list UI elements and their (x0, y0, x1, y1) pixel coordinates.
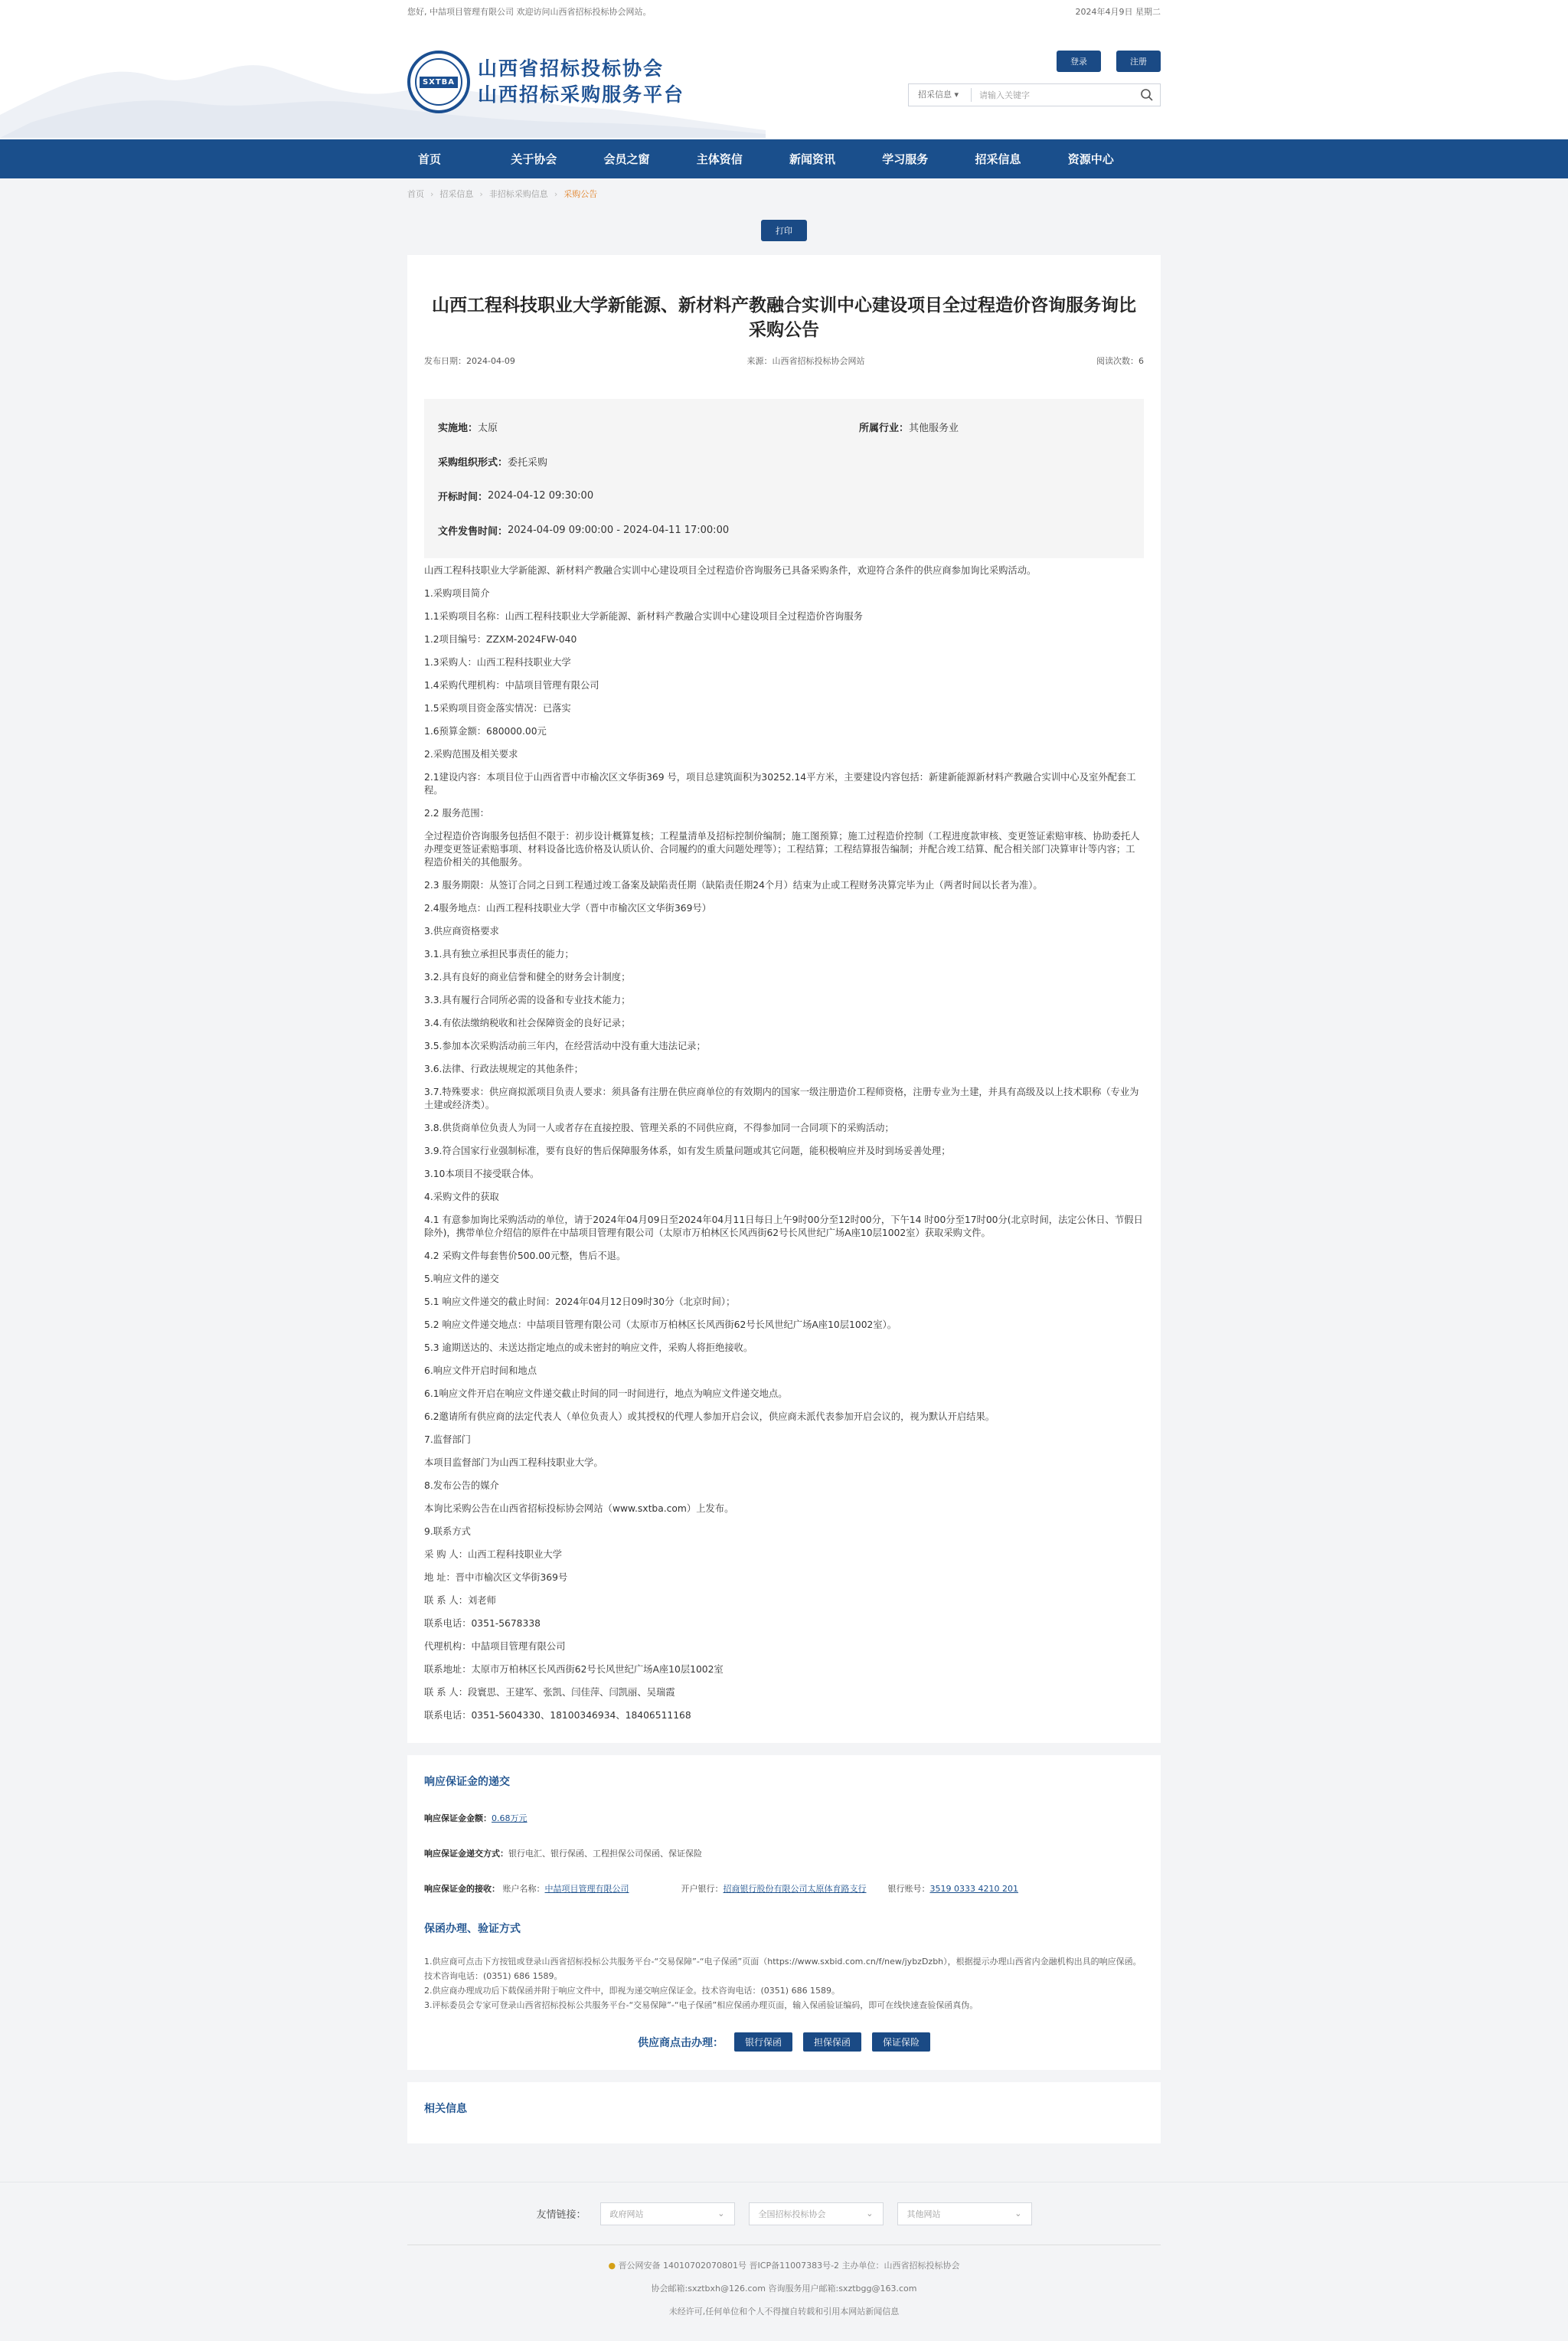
article-paragraph: 6.2邀请所有供应商的法定代表人（单位负责人）或其授权的代理人参加开启会议，供应商未派代表参加开启会议的，视为默认开启结果。 (424, 1411, 995, 1422)
deposit-section: 响应保证金的递交 响应保证金金额：0.68万元 响应保证金递交方式：银行电汇、银行保函、工程担保公司保函、保证保险 响应保证金的接收： 账户名称：中喆项目管理有限公司 开户银行：招商银行股份有限公司太原体育路支行 银行账号：3519 0333 4210 201 保函办理、验证方式 1.供应商可点击下方按钮或登录山西省招标投标公共服务平台-“交易保障”-“电子保函”页面（https://www.sxbid.com.cn/f/new/jybzDzbh），根据提示办理山西省内金融机构出具的响应保函。技术咨询电话：(0351) 686 1589。 2.供应商办理成功后下载保函并附于响应文件中，即视为递交响应保证金。技术咨询电话：(0351) 686 1589。 3.评标委员会专家可登录山西省招标投标公共服务平台-“交易保障”-“电子保函”相应保函办理页面，输入保函验证编码，即可在线快速查验保函真伪。 供应商点击办理： 银行保函 担保保函 保证保险 (407, 1755, 1161, 2070)
article-paragraph: 5.2 响应文件递交地点：中喆项目管理有限公司（太原市万柏林区长风西街62号长风世纪广场A座10层1002室）。 (424, 1319, 897, 1330)
surety-guarantee-button[interactable]: 担保保函 (803, 2032, 861, 2052)
article-paragraph: 采 购 人：山西工程科技职业大学 (424, 1549, 562, 1560)
search-category-select[interactable]: 招采信息 ▾ (909, 88, 972, 102)
footer-emails: 协会邮箱:sxztbxh@126.com 咨询服务用户邮箱:sxztbgg@163.com (651, 2284, 917, 2294)
register-button[interactable]: 注册 (1116, 51, 1161, 72)
breadcrumb-home[interactable]: 首页 (407, 189, 424, 199)
guarantee-line-3: 3.评标委员会专家可登录山西省招标投标公共服务平台-“交易保障”-“电子保函”相应保函办理页面，输入保函验证编码，即可在线快速查验保函真伪。 (424, 2000, 978, 2010)
guarantee-line-1: 1.供应商可点击下方按钮或登录山西省招标投标公共服务平台-“交易保障”-“电子保函”页面（https://www.sxbid.com.cn/f/new/jybzDzbh），根据提示办理山西省内金融机构出具的响应保函。技术咨询电话：(0351) 686 1589。 (424, 1957, 1142, 1981)
sale-period-value: 2024-04-09 09:00:00 - 2024-04-11 17:00:00 (508, 525, 730, 536)
account-name: 中喆项目管理有限公司 (544, 1884, 629, 1894)
related-section (407, 2082, 1161, 2143)
article-paragraph: 4.采购文件的获取 (424, 1192, 499, 1202)
nav-item-about[interactable]: 关于协会 (511, 152, 557, 166)
seal-abbr: SXTBA (420, 77, 458, 88)
print-button[interactable]: 打印 (761, 220, 807, 241)
article-paragraph: 6.1响应文件开启在响应文件递交截止时间的同一时间进行，地点为响应文件递交地点。 (424, 1388, 788, 1399)
article-paragraph: 3.9.符合国家行业强制标准，要有良好的售后保障服务体系，如有发生质量问题或其它问题，能积极响应并及时到场妥善处理； (424, 1146, 951, 1156)
article-paragraph: 3.10本项目不接受联合体。 (424, 1169, 540, 1179)
chevron-down-icon: ⌄ (1014, 2209, 1022, 2218)
article-paragraph: 6.响应文件开启时间和地点 (424, 1365, 537, 1376)
article-paragraph: 4.1 有意参加询比采购活动的单位，请于2024年04月09日至2024年04月11日每日上午9时00分至12时00分，下午14 时00分至17时00分(北京时间，法定公休日、节假日除外)，携带单位介绍信的原件在中喆项目管理有限公司（太原市万柏林区长风西街62号长风世纪广场A座10层1002室）获取采购文件。 (424, 1215, 1143, 1238)
chevron-down-icon: ⌄ (717, 2209, 725, 2218)
article-paragraph: 3.2.具有良好的商业信誉和健全的财务会计制度； (424, 972, 631, 983)
nav-item-procurement[interactable]: 招采信息 (975, 152, 1021, 166)
site-logo[interactable] (407, 51, 684, 113)
links-dropdown-other[interactable]: 其他网站 ⌄ (897, 2202, 1032, 2225)
article-card (407, 255, 1161, 1743)
article-paragraph: 联系地址：太原市万柏林区长风西街62号长风世纪广场A座10层1002室 (424, 1664, 724, 1675)
article-paragraph: 1.3采购人：山西工程科技职业大学 (424, 657, 571, 668)
links-dropdown-gov[interactable]: 政府网站 ⌄ (600, 2202, 735, 2225)
article-paragraph: 代理机构：中喆项目管理有限公司 (424, 1641, 566, 1652)
bank-guarantee-button[interactable]: 银行保函 (734, 2032, 792, 2052)
article-paragraph: 1.2项目编号：ZZXM-2024FW-040 (424, 634, 577, 645)
nav-item-members[interactable]: 会员之窗 (603, 152, 650, 166)
article-paragraph: 2.4服务地点：山西工程科技职业大学（晋中市榆次区文华街369号） (424, 903, 712, 914)
view-count: 阅读次数：6 (1096, 356, 1144, 366)
article-paragraph: 2.采购范围及相关要求 (424, 749, 518, 760)
search-bar (908, 83, 1161, 106)
footer-copyright: 未经许可,任何单位和个人不得擅自转载和引用本网站新闻信息 (668, 2307, 900, 2316)
footer-record: ● 晋公网安备 14010702070801号 晋ICP备11007383号-2 主办单位：山西省招标投标协会 (608, 2261, 960, 2271)
article-paragraph: 全过程造价咨询服务包括但不限于：初步设计概算复核；工程量清单及招标控制价编制；施工图预算；施工过程造价控制（工程进度款审核、变更签证索赔审核、协助委托人办理变更签证索赔事项、材料设备比选价格及认质认价、合同履约的重大问题处理等）；工程结算；工程结算报告编制；并配合竣工结算、配合相关部门决算审计等内容；工程造价相关的其他服务。 (424, 831, 1140, 868)
guarantee-title: 保函办理、验证方式 (424, 1923, 521, 1935)
nav-item-credit[interactable]: 主体资信 (696, 152, 743, 166)
search-input[interactable]: 请输入关键字 (979, 90, 1030, 100)
account-number: 3519 0333 4210 201 (929, 1884, 1018, 1894)
welcome-text: 您好, 中喆项目管理有限公司 欢迎访问山西省招标投标协会网站。 (407, 7, 652, 17)
article-paragraph: 1.4采购代理机构：中喆项目管理有限公司 (424, 680, 599, 691)
nav-item-news[interactable]: 新闻资讯 (789, 152, 836, 166)
breadcrumb-procurement[interactable]: 招采信息 (439, 189, 474, 199)
article-paragraph: 4.2 采购文件每套售价500.00元整，售后不退。 (424, 1251, 626, 1261)
industry-value: 其他服务业 (909, 423, 959, 434)
article-source: 来源：山西省招标投标协会网站 (746, 356, 865, 366)
insurance-guarantee-button[interactable]: 保证保险 (872, 2032, 930, 2052)
article-paragraph: 3.6.法律、行政法规规定的其他条件； (424, 1064, 583, 1074)
article-paragraph: 3.8.供货商单位负责人为同一人或者存在直接控股、管理关系的不同供应商，不得参加同一合同项下的采购活动； (424, 1123, 894, 1133)
site-header (0, 23, 1568, 139)
nav-item-learning[interactable]: 学习服务 (882, 152, 929, 166)
article-paragraph: 本询比采购公告在山西省招标投标协会网站（www.sxtba.com）上发布。 (424, 1503, 734, 1514)
publish-date: 发布日期：2024-04-09 (424, 356, 515, 366)
top-strip (0, 0, 1568, 23)
article-paragraph: 地 址：晋中市榆次区文华街369号 (424, 1572, 568, 1583)
article-paragraph: 联 系 人：段寰思、王建军、张凯、闫佳萍、闫凯丽、吴瑞霞 (424, 1687, 675, 1698)
project-info-box: 实施地：太原 所属行业：其他服务业 采购组织形式： 委托采购 开标时间： 2024-04-12 09:30:00 文件发售时间： 2024-04-09 09:00:00 - 2024-04-11 17:00:00 (424, 399, 1144, 558)
article-paragraph: 5.3 逾期送达的、未送达指定地点的或未密封的响应文件，采购人将拒绝接收。 (424, 1342, 753, 1353)
article-paragraph: 3.7.特殊要求：供应商拟派项目负责人要求：须具备有注册在供应商单位的有效期内的国家一级注册造价工程师资格，注册专业为土建，并具有高级及以上技术职称（专业为土建或经济类）。 (424, 1087, 1139, 1110)
article-paragraph: 1.6预算金额：680000.00元 (424, 726, 547, 737)
article-paragraph: 3.4.有依法缴纳税收和社会保障资金的良好记录； (424, 1018, 631, 1028)
search-icon[interactable] (1134, 88, 1160, 102)
article-paragraph: 联 系 人：刘老师 (424, 1595, 496, 1606)
article-paragraph: 本项目监督部门为山西工程科技职业大学。 (424, 1457, 603, 1468)
login-button[interactable]: 登录 (1057, 51, 1101, 72)
breadcrumb-non-tender[interactable]: 非招标采购信息 (488, 189, 548, 199)
police-badge-icon: ● (608, 2261, 616, 2271)
article-paragraph: 1.5采购项目资金落实情况：已落实 (424, 703, 571, 714)
article-paragraph: 联系电话：0351-5678338 (424, 1618, 541, 1629)
nav-item-resources[interactable]: 资源中心 (1067, 152, 1114, 166)
deposit-methods: 银行电汇、银行保函、工程担保公司保函、保证保险 (508, 1849, 702, 1859)
article-paragraph: 2.2 服务范围： (424, 808, 489, 819)
article-paragraph: 3.供应商资格要求 (424, 926, 499, 937)
breadcrumb: 首页 › 招采信息 › 非招标采购信息 › 采购公告 (407, 188, 598, 199)
org-name: 山西省招标投标协会 (478, 57, 665, 80)
bank-name: 招商银行股份有限公司太原体育路支行 (723, 1884, 867, 1894)
article-paragraph: 1.采购项目简介 (424, 588, 490, 599)
article-body (424, 558, 1144, 1722)
deposit-amount: 0.68万元 (492, 1813, 528, 1823)
article-paragraph: 9.联系方式 (424, 1526, 471, 1537)
procurement-form-value: 委托采购 (508, 457, 548, 469)
association-seal (407, 51, 470, 113)
article-paragraph: 联系电话：0351-5604330、18100346934、18406511168 (424, 1710, 691, 1721)
deposit-title: 响应保证金的递交 (424, 1776, 510, 1788)
site-footer (0, 2182, 1568, 2323)
article-paragraph: 8.发布公告的媒介 (424, 1480, 499, 1491)
article-paragraph: 2.3 服务期限：从签订合同之日到工程通过竣工备案及缺陷责任期（缺陷责任期24个月）结束为止或工程财务决算完毕为止（两者时间以长者为准）。 (424, 880, 1043, 891)
guarantee-line-2: 2.供应商办理成功后下载保函并附于响应文件中，即视为递交响应保证金。技术咨询电话：(0351) 686 1589。 (424, 1986, 841, 1996)
links-dropdown-association[interactable]: 全国招标投标协会 ⌄ (749, 2202, 884, 2225)
article-paragraph: 3.5.参加本次采购活动前三年内，在经营活动中没有重大违法记录； (424, 1041, 706, 1051)
current-date: 2024年4月9日 星期二 (1075, 7, 1161, 17)
article-paragraph: 1.1采购项目名称：山西工程科技职业大学新能源、新材料产教融合实训中心建设项目全过程造价咨询服务 (424, 611, 863, 622)
article-paragraph: 山西工程科技职业大学新能源、新材料产教融合实训中心建设项目全过程造价咨询服务已具备采购条件，欢迎符合条件的供应商参加询比采购活动。 (424, 565, 1037, 576)
article-paragraph: 5.1 响应文件递交的截止时间：2024年04月12日09时30分（北京时间）； (424, 1296, 736, 1307)
article-paragraph: 7.监督部门 (424, 1434, 471, 1445)
main-nav (0, 139, 1568, 178)
article-paragraph: 3.3.具有履行合同所必需的设备和专业技术能力； (424, 995, 631, 1005)
location-value: 太原 (478, 423, 498, 434)
nav-item-home[interactable]: 首页 (418, 152, 442, 166)
related-title: 相关信息 (424, 2103, 467, 2115)
breadcrumb-current: 采购公告 (564, 189, 598, 199)
platform-name: 山西招标采购服务平台 (478, 83, 685, 106)
guarantee-ops-label: 供应商点击办理： (637, 2036, 724, 2049)
friend-links-label: 友情链接： (536, 2209, 586, 2221)
article-title: 山西工程科技职业大学新能源、新材料产教融合实训中心建设项目全过程造价咨询服务询比采购公告 (432, 296, 1136, 340)
chevron-down-icon: ⌄ (866, 2209, 874, 2218)
article-paragraph: 2.1建设内容：本项目位于山西省晋中市榆次区文华街369 号，项目总建筑面积为30252.14平方米，主要建设内容包括：新建新能源新材料产教融合实训中心及室外配套工程。 (424, 772, 1136, 796)
article-paragraph: 3.1.具有独立承担民事责任的能力； (424, 949, 574, 960)
article-paragraph: 5.响应文件的递交 (424, 1273, 499, 1284)
opening-time-value: 2024-04-12 09:30:00 (488, 490, 594, 502)
